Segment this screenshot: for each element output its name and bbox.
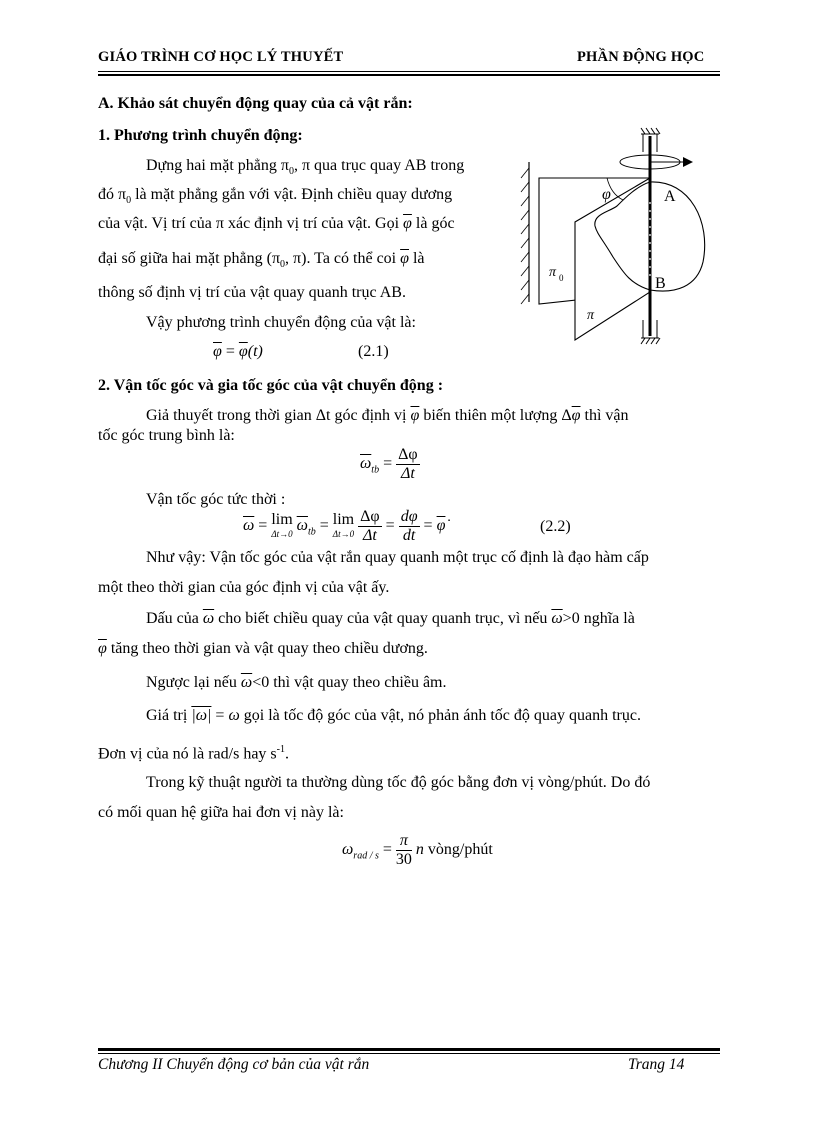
label-pi: π [587, 308, 595, 323]
wall-hatching [521, 168, 529, 304]
instant-velocity-label: Vận tốc góc tức thời : [146, 491, 286, 508]
s1-line-6: Vậy phương trình chuyển động của vật là: [146, 314, 416, 331]
s1-line-4: đại số giữa hai mặt phẳng ($\pi_0$, π). Ta có thể coi $\overline{\varphi}$ là [98, 250, 425, 271]
equation-average-velocity: $\overline{\omega}_{tb}$ = $\frac{\Delta\varphi}{\Delta t}$ [360, 446, 418, 482]
section-2-heading: 2. Vận tốc góc và gia tốc góc của vật chuyển động : [98, 377, 444, 394]
header-rule-thick [98, 74, 720, 76]
s2-p6-line-2: có mối quan hệ giữa hai đơn vị này là: [98, 804, 344, 821]
s1-line-1: Dựng hai mặt phẳng $\pi_0$, π qua trục quay AB trong [146, 157, 465, 178]
s2-p5-line-2: Đơn vị của nó là rad/s hay $s^{-1}$. [98, 744, 289, 763]
header-rule-thin [98, 71, 720, 72]
s2-p5-line-1: Giá trị |ω| = ω gọi là tốc độ góc của vật, nó phản ánh tốc độ quay quanh trục. [146, 707, 641, 724]
label-pi0: π [549, 265, 557, 280]
equation-2-2-number: (2.2) [540, 518, 571, 535]
s2-p2-line-2: một theo thời gian của góc định vị của vật ấy. [98, 579, 390, 596]
s1-line-5: thông số định vị trí của vật quay quanh trục AB. [98, 284, 406, 301]
s2-p1-line-2: tốc góc trung bình là: [98, 427, 235, 444]
s2-p4: Ngược lại nếu $\overline{\omega}<0$ thì vật quay theo chiều âm. [146, 674, 447, 691]
footer-rule-thick [98, 1048, 720, 1051]
s2-p3-line-2: $\overline{\varphi}$ tăng theo thời gian và vật quay theo chiều dương. [98, 640, 428, 657]
label-phi: φ [602, 186, 611, 203]
footer-page-number: Trang 14 [628, 1056, 685, 1073]
s1-line-3: của vật. Vị trí của π xác định vị trí của vật. Gọi $\overline{\varphi}$ là góc [98, 215, 455, 232]
equation-unit-relation: $\omega_{rad / s}$ = $\frac{\pi}{30}$ n vòng/phút [342, 832, 493, 868]
label-a: A [664, 188, 676, 205]
footer-chapter: Chương II Chuyển động cơ bản của vật rắn [98, 1056, 370, 1073]
s2-p3-line-1: Dấu của $\overline{\omega}$ cho biết chiều quay của vật quay quanh trục, vì nếu $\overline{\omega}>0$ nghĩa là [146, 610, 635, 627]
footer-rule-thin [98, 1053, 720, 1054]
rotation-arrow-head [683, 157, 693, 167]
s2-p1-line-1: Giả thuyết trong thời gian Δt góc định vị $\overline{\varphi}$ biến thiên một lượng $\Delta\overline{\varphi}$ thì vận [146, 407, 629, 424]
equation-2-1: $\overline{\varphi} = \overline{\varphi}(t)$ [213, 343, 263, 360]
label-pi0-sub: 0 [559, 273, 564, 283]
s2-p2-line-1: Như vậy: Vận tốc góc của vật rắn quay quanh một trục cố định là đạo hàm cấp [146, 549, 649, 566]
s1-line-2: đó $\pi_0$ là mặt phẳng gắn với vật. Định chiều quay dương [98, 186, 453, 207]
label-b: B [655, 275, 666, 292]
section-a-heading: A. Khảo sát chuyển động quay của cả vật rắn: [98, 95, 413, 112]
equation-2-2: $\overline{\omega} = \lim$ Δt→0 $\overline{\omega}_{tb} = \lim$ Δt→0 $\frac{\Delta\varphi}{\Delta t}$ = $\frac{d\varphi}{dt}$ = φ̇ [243, 508, 446, 544]
header-section: PHẦN ĐỘNG HỌC [577, 49, 705, 65]
s2-p6-line-1: Trong kỹ thuật người ta thường dùng tốc độ góc bằng đơn vị vòng/phút. Do đó [146, 774, 651, 791]
section-1-heading: 1. Phương trình chuyển động: [98, 127, 303, 144]
equation-2-1-number: (2.1) [358, 343, 389, 360]
header-title: GIÁO TRÌNH CƠ HỌC LÝ THUYẾT [98, 49, 344, 65]
rotation-figure [515, 122, 715, 350]
